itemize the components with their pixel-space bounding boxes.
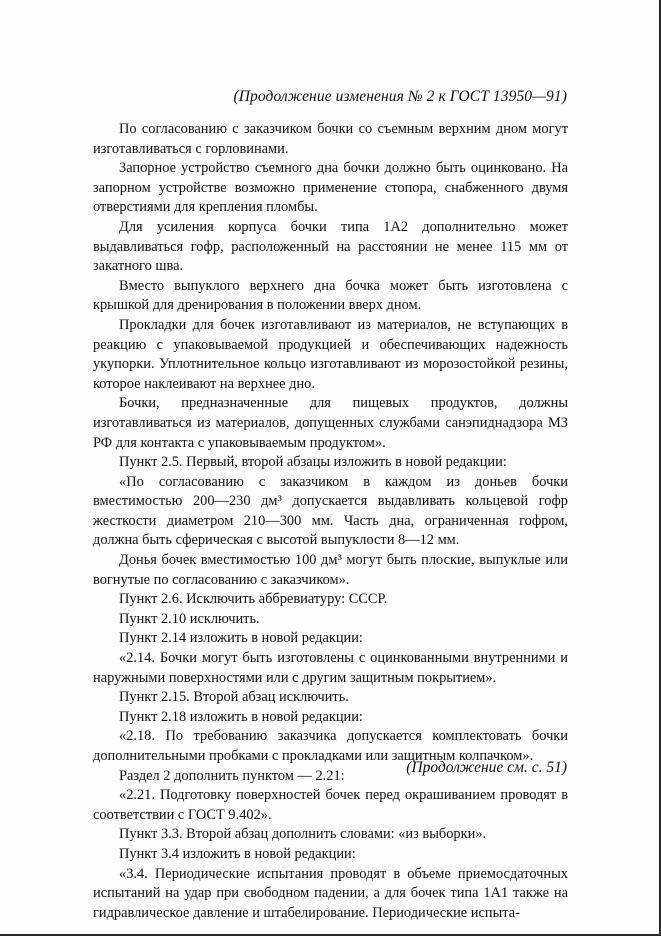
paragraph-16: «2.18. По требованию заказчика допускается комплектовать бочки дополнительными пробками с прокладками или защитным колпачком». bbox=[93, 728, 568, 764]
paragraph-4: Вместо выпуклого верхнего дна бочка может быть изготовлена с крышкой для дренирования в положении вверх дном. bbox=[93, 277, 568, 314]
paragraph-12: Пункт 2.14 изложить в новой редакции: bbox=[119, 630, 363, 647]
paragraph-1: По согласованию с заказчиком бочки со съемным верхним дном могут изготавливаться с горловинами. bbox=[93, 121, 568, 157]
paragraph-6: Бочки, предназначенные для пищевых продуктов, должны изготавливаться из материалов, допущенных службами санэпиднадзора МЗ РФ для контакта с упаковываемым продуктом». bbox=[93, 395, 568, 451]
page-footer: (Продолжение см. с. 51) bbox=[406, 759, 567, 776]
paragraph-21: «3.4. Периодические испытания проводят в объеме приемосдаточных испытаний на удар при свободном падении, а для бочек типа 1А1 также на гидравлическое давление и штабелирование. Периодические испыта- bbox=[93, 865, 568, 921]
paragraph-13: «2.14. Бочки могут быть изготовлены с оцинкованными внутренними и наружными поверхностями или с другим защитным покрытием». bbox=[93, 650, 568, 686]
paragraph-15: Пункт 2.18 изложить в новой редакции: bbox=[119, 708, 363, 725]
paragraph-2: Запорное устройство съемного дна бочки должно быть оцинковано. На запорном устройстве возможно применение стопора, снабженного двумя отверстиями для крепления пломбы. bbox=[93, 160, 568, 216]
page-header: (Продолжение изменения № 2 к ГОСТ 13950—91) bbox=[233, 88, 567, 105]
paragraph-5: Прокладки для бочек изготавливают из материалов, не вступающих в реакцию с упаковываемой продукцией и обеспечивающих надежность укупорки. Уплотнительное кольцо изготавливают из морозостойкой резины, которое наклеивают на верхнее дно. bbox=[93, 316, 568, 392]
paragraph-7: Пункт 2.5. Первый, второй абзацы изложить в новой редакции: bbox=[119, 454, 507, 471]
paragraph-9: Донья бочек вместимостью 100 дм³ могут быть плоские, выпуклые или вогнутые по согласованию с заказчиком». bbox=[93, 552, 568, 588]
paragraph-18: «2.21. Подготовку поверхностей бочек перед окрашиванием проводят в соответствии с ГОСТ 9.402». bbox=[93, 787, 568, 823]
paragraph-17: Раздел 2 дополнить пунктом — 2.21: bbox=[119, 767, 345, 784]
paragraph-20: Пункт 3.4 изложить в новой редакции: bbox=[119, 845, 356, 862]
paragraph-14: Пункт 2.15. Второй абзац исключить. bbox=[119, 689, 349, 706]
paragraph-8: «По согласованию с заказчиком в каждом из доньев бочки вместимостью 200—230 дм³ допускается выдавливать кольцевой гофр жесткости диаметром 210—300 мм. Часть дна, ограниченная гофром, должна быть сферическая с высотой выпуклости 8—12 мм. bbox=[93, 473, 568, 549]
paragraph-3: Для усиления корпуса бочки типа 1А2 дополнительно может выдавливаться гофр, расположенный на расстоянии не менее 115 мм от закатного шва. bbox=[93, 218, 568, 275]
body-text bbox=[93, 120, 568, 923]
paragraph-19: Пункт 3.3. Второй абзац дополнить словами: «из выборки». bbox=[119, 826, 487, 843]
paragraph-10: Пункт 2.6. Исключить аббревиатуру: СССР. bbox=[119, 591, 388, 608]
paragraph-11: Пункт 2.10 исключить. bbox=[119, 610, 260, 627]
